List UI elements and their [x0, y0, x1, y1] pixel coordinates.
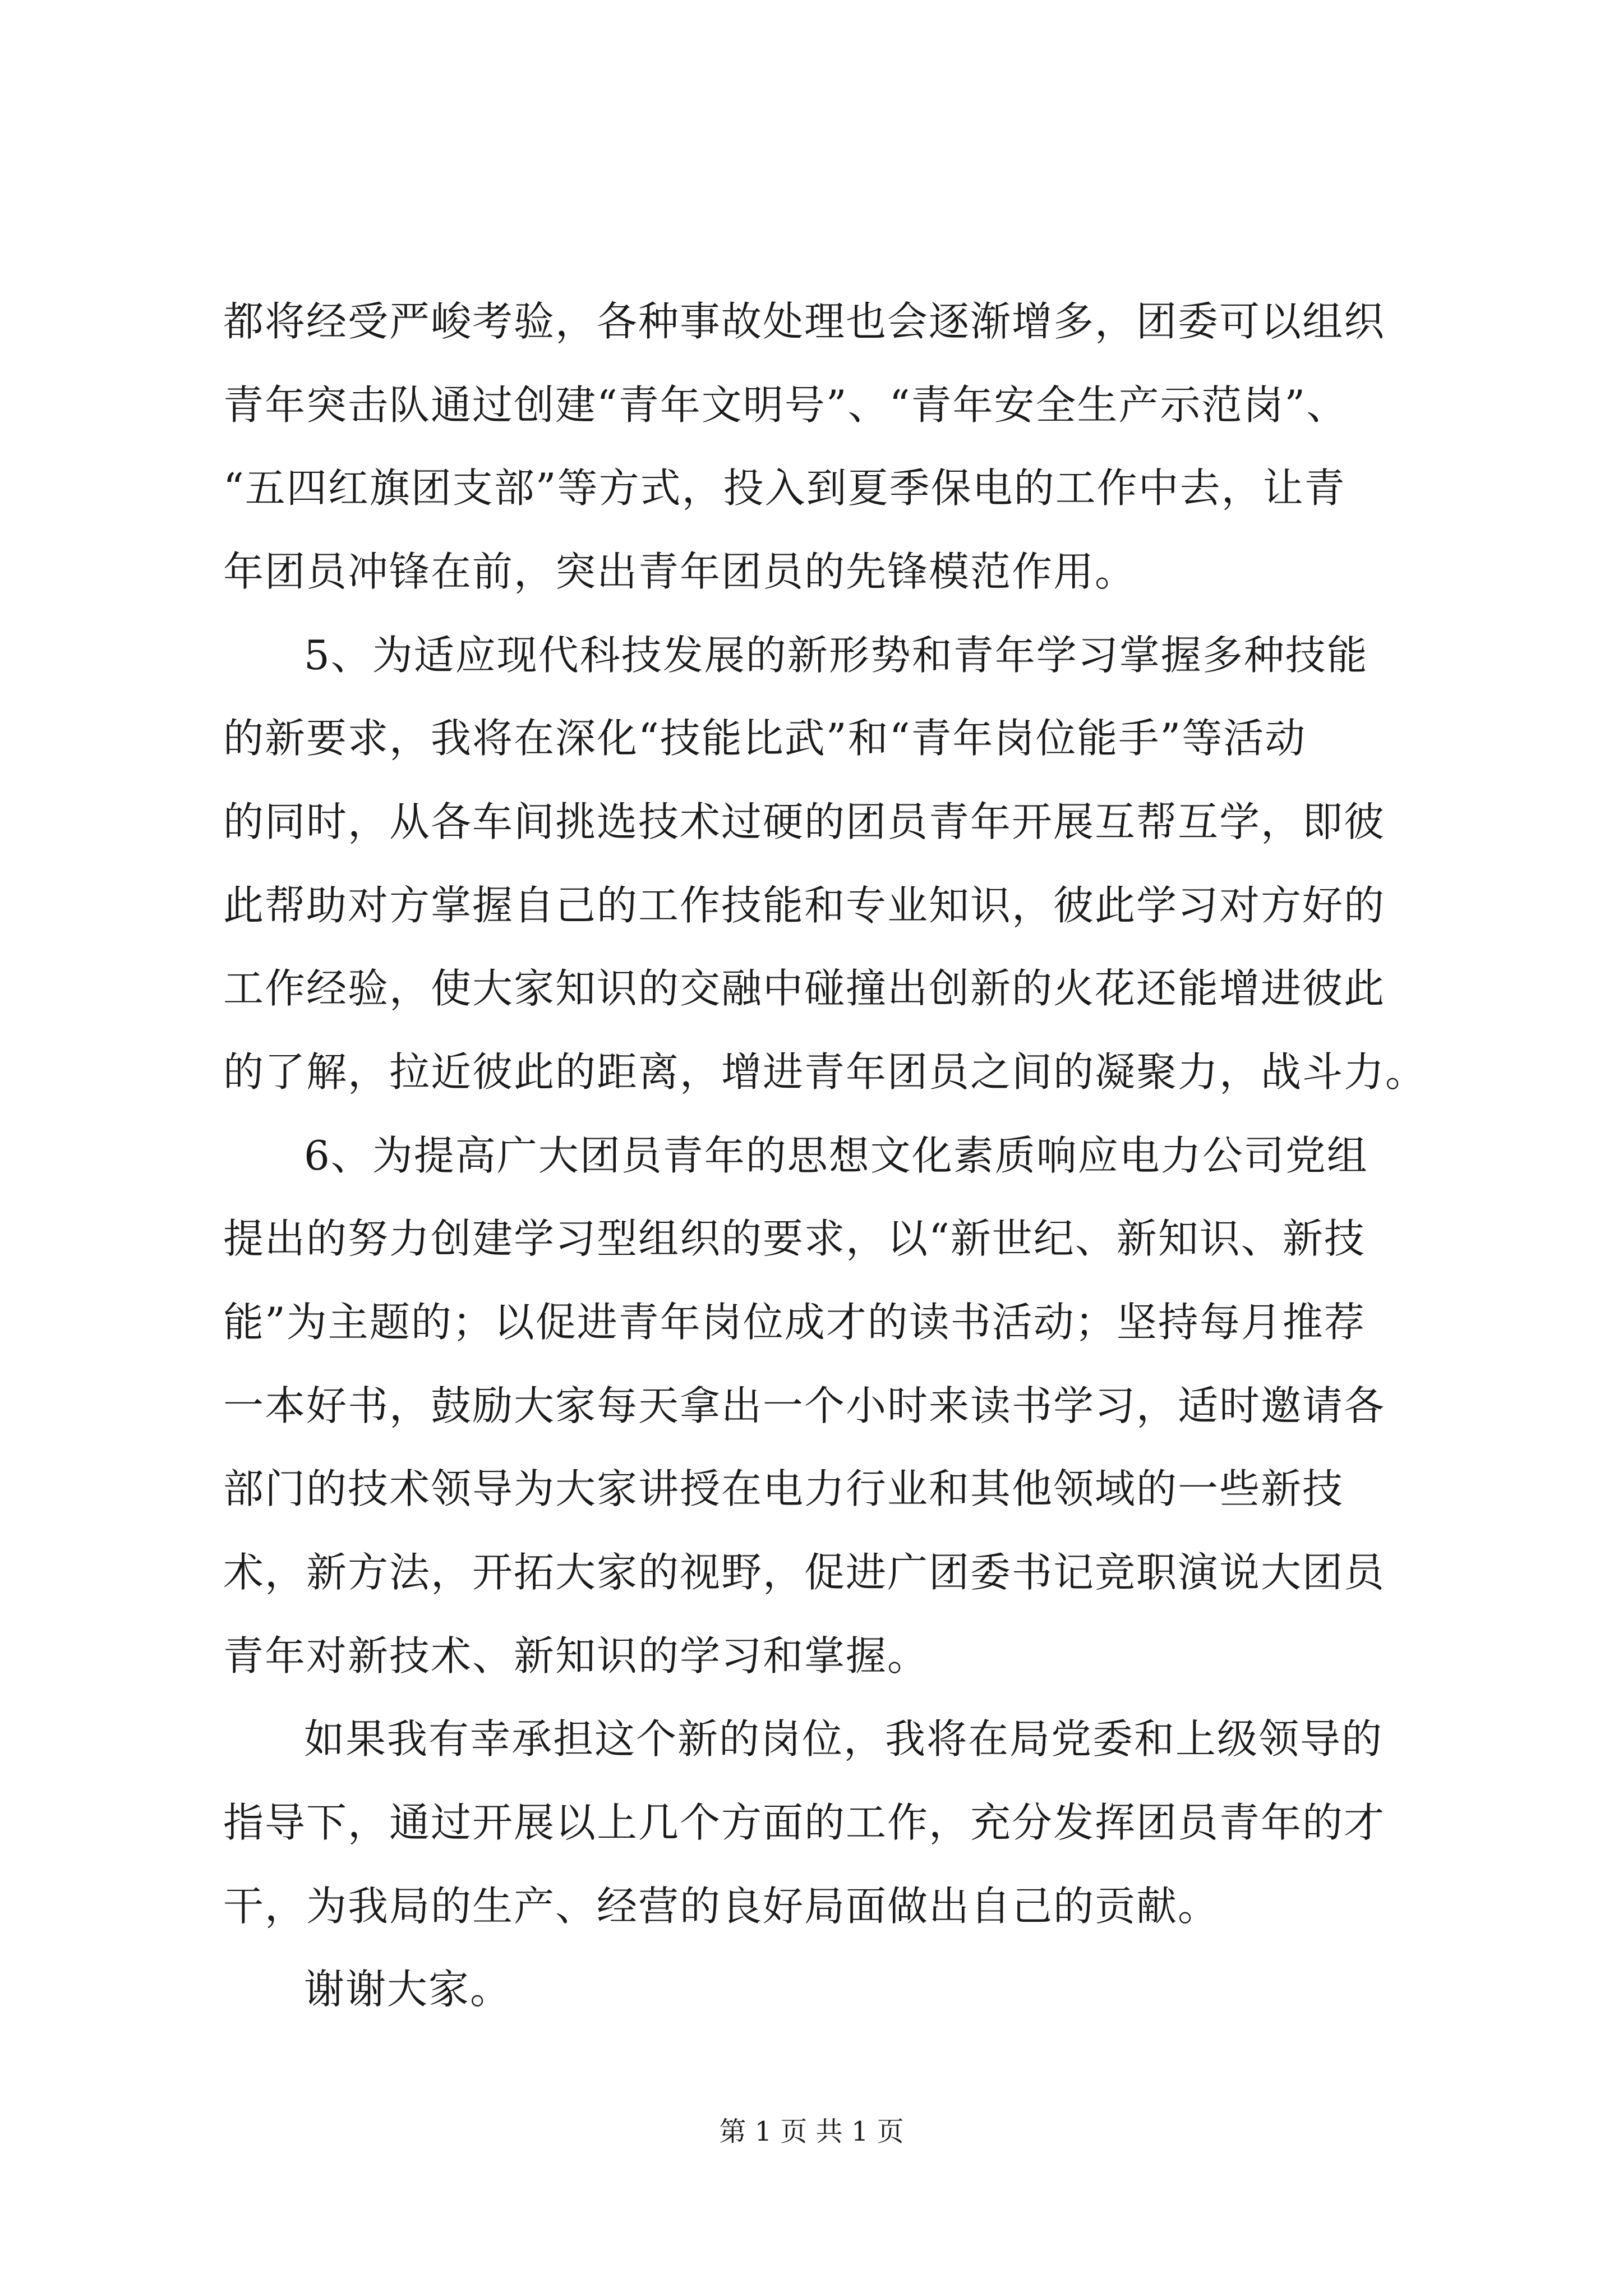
paragraph-2-line-4: 此帮助对方掌握自己的工作技能和专业知识，彼此学习对方好的: [223, 882, 1386, 929]
paragraph-3-line-5: 部门的技术领导为大家讲授在电力行业和其他领域的一些新技: [223, 1465, 1344, 1512]
paragraph-4-line-1: 如果我有幸承担这个新的岗位，我将在局党委和上级领导的: [304, 1715, 1384, 1763]
paragraph-2-line-5: 工作经验，使大家知识的交融中碰撞出创新的火花还能增进彼此: [223, 965, 1386, 1012]
paragraph-3-line-1: 6、为提高广大团员青年的思想文化素质响应电力公司党组: [304, 1132, 1368, 1179]
paragraph-1-line-4: 年团员冲锋在前，突出青年团员的先锋模范作用。: [223, 548, 1137, 595]
paragraph-3-line-7: 青年对新技术、新知识的学习和掌握。: [223, 1632, 929, 1680]
page-footer: 第 1 页 共 1 页: [719, 2116, 904, 2147]
paragraph-3-line-6: 术，新方法，开拓大家的视野，促进广团委书记竞职演说大团员: [223, 1549, 1386, 1596]
paragraph-1-line-1: 都将经受严峻考验，各种事故处理也会逐渐增多，团委可以组织: [223, 298, 1386, 345]
paragraph-1-line-3: “五四红旗团支部”等方式，投入到夏季保电的工作中去，让青: [223, 464, 1346, 512]
paragraph-2-line-1: 5、为适应现代科技发展的新形势和青年学习掌握多种技能: [304, 632, 1368, 679]
paragraph-4-line-3: 干，为我局的生产、经营的良好局面做出自己的贡献。: [223, 1883, 1220, 1930]
paragraph-4-line-2: 指导下，通过开展以上几个方面的工作，充分发挥团员青年的才: [223, 1799, 1386, 1846]
paragraph-2-line-6: 的了解，拉近彼此的距离，增进青年团员之间的凝聚力，战斗力。: [223, 1048, 1427, 1096]
paragraph-3-line-4: 一本好书，鼓励大家每天拿出一个小时来读书学习，适时邀请各: [223, 1382, 1386, 1429]
paragraph-2-line-3: 的同时，从各车间挑选技术过硬的团员青年开展互帮互学，即彼: [223, 798, 1386, 845]
paragraph-2-line-2: 的新要求，我将在深化“技能比武”和“青年岗位能手”等活动: [223, 715, 1307, 762]
paragraph-5-line-1: 谢谢大家。: [304, 1966, 512, 2013]
paragraph-3-line-3: 能”为主题的；以促进青年岗位成才的读书活动；坚持每月推荐: [223, 1299, 1366, 1346]
paragraph-1-line-2: 青年突击队通过创建“青年文明号”、“青年安全生产示范岗”、: [223, 381, 1348, 429]
paragraph-3-line-2: 提出的努力创建学习型组织的要求，以“新世纪、新知识、新技: [223, 1215, 1366, 1262]
